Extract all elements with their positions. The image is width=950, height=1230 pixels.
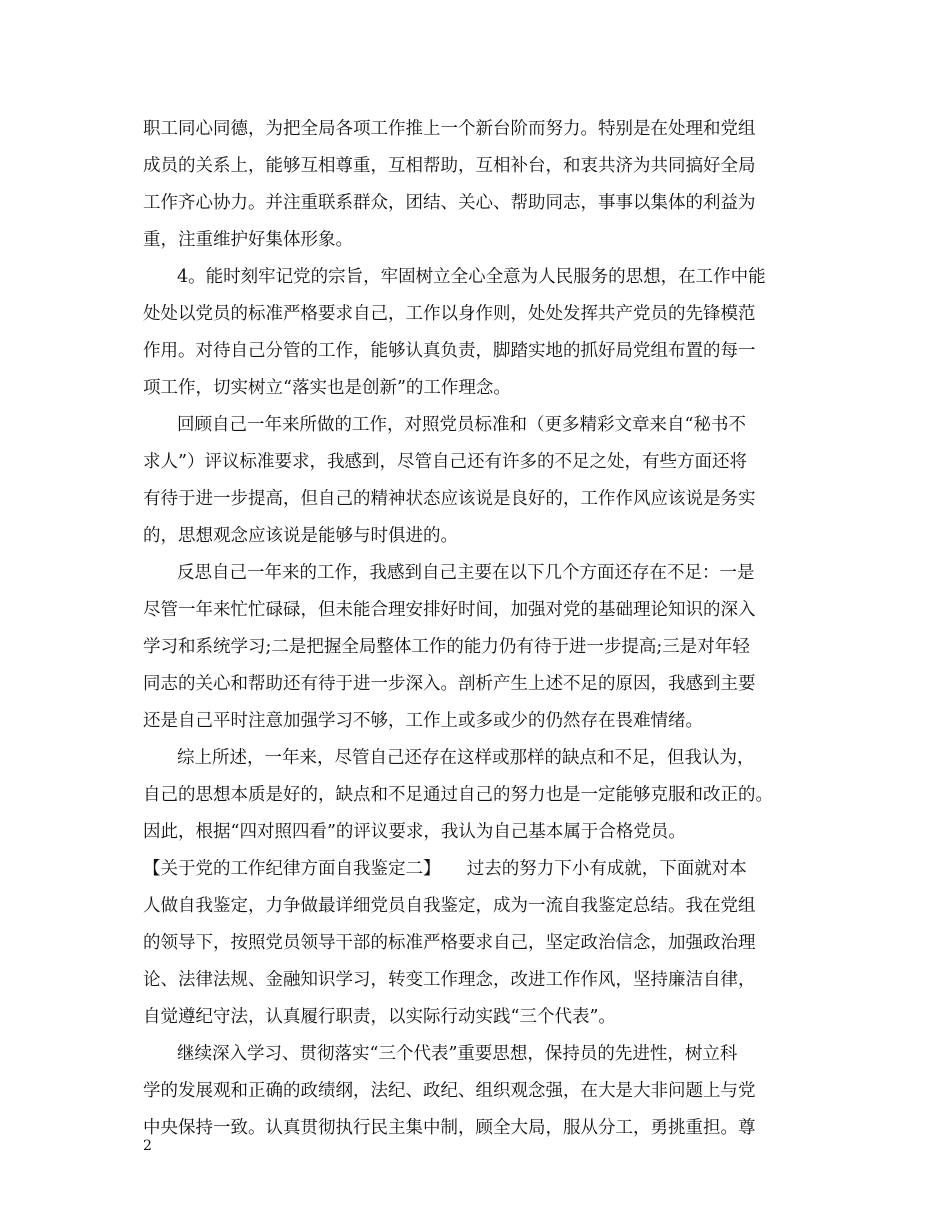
text-line: 重，注重维护好集体形象。 (143, 230, 353, 250)
text-line: 成员的关系上，能够互相尊重，互相帮助，互相补台，和衷共济为共同搞好全局 (143, 156, 756, 176)
text-line: 求人”）评议标准要求，我感到，尽管自己还有许多的不足之处，有些方面还将 (143, 452, 747, 472)
text-line: 的，思想观念应该说是能够与时俱进的。 (143, 526, 458, 546)
text-line: 【关于党的工作纪律方面自我鉴定二】 过去的努力下小有成就，下面就对本 (143, 859, 747, 879)
text-line: 因此，根据“四对照四看”的评议要求，我认为自己基本属于合格党员。 (143, 822, 686, 842)
text-line: 尽管一年来忙忙碌碌，但未能合理安排好时间，加强对党的基础理论知识的深入 (143, 600, 756, 620)
text-line: 工作齐心协力。并注重联系群众，团结、关心、帮助同志，事事以集体的利益为 (143, 193, 756, 213)
text-line: 反思自己一年来的工作，我感到自己主要在以下几个方面还存在不足：一是 (177, 563, 755, 583)
text-line: 学习和系统学习;二是把握全局整体工作的能力仍有待于进一步提高;三是对年轻 (143, 637, 750, 657)
text-line: 综上所述，一年来，尽管自己还存在这样或那样的缺点和不足，但我认为， (177, 748, 755, 768)
text-line: 同志的关心和帮助还有待于进一步深入。剖析产生上述不足的原因，我感到主要 (143, 674, 756, 694)
text-line: 继续深入学习、贯彻落实“三个代表”重要思想，保持员的先进性，树立科 (177, 1044, 738, 1064)
text-line: 人做自我鉴定，力争做最详细党员自我鉴定，成为一流自我鉴定总结。我在党组 (143, 896, 756, 916)
body-text (143, 111, 833, 1147)
text-line: 自己的思想本质是好的，缺点和不足通过自己的努力也是一定能够克服和改正的。 (143, 785, 773, 805)
text-line: 职工同心同德，为把全局各项工作推上一个新台阶而努力。特别是在处理和党组 (143, 119, 756, 139)
text-line: 论、法律法规、金融知识学习，转变工作理念，改进工作作风，坚持廉洁自律， (143, 970, 756, 990)
text-line: 处处以党员的标准严格要求自己，工作以身作则，处处发挥共产党员的先锋模范 (143, 304, 756, 324)
text-line: 项工作，切实树立“落实也是创新”的工作理念。 (143, 378, 511, 398)
text-line: 有待于进一步提高，但自己的精神状态应该说是良好的，工作作风应该说是务实 (143, 489, 756, 509)
text-line: 4。能时刻牢记党的宗旨，牢固树立全心全意为人民服务的思想，在工作中能 (177, 267, 766, 287)
text-line: 的领导下，按照党员领导干部的标准严格要求自己，坚定政治信念，加强政治理 (143, 933, 756, 953)
text-line: 作用。对待自己分管的工作，能够认真负责，脚踏实地的抓好局党组布置的每一 (143, 341, 756, 361)
text-line: 还是自己平时注意加强学习不够，工作上或多或少的仍然存在畏难情绪。 (143, 711, 703, 731)
text-line: 学的发展观和正确的政绩纲，法纪、政纪、组织观念强，在大是大非问题上与党 (143, 1081, 756, 1101)
text-line: 回顾自己一年来所做的工作，对照党员标准和（更多精彩文章来自“秘书不 (177, 415, 746, 435)
text-line: 中央保持一致。认真贯彻执行民主集中制，顾全大局，服从分工，勇挑重担。尊 (143, 1118, 756, 1138)
text-line: 自觉遵纪守法，认真履行职责，以实际行动实践“三个代表”。 (143, 1007, 616, 1027)
page-number: 2 (143, 1138, 152, 1154)
